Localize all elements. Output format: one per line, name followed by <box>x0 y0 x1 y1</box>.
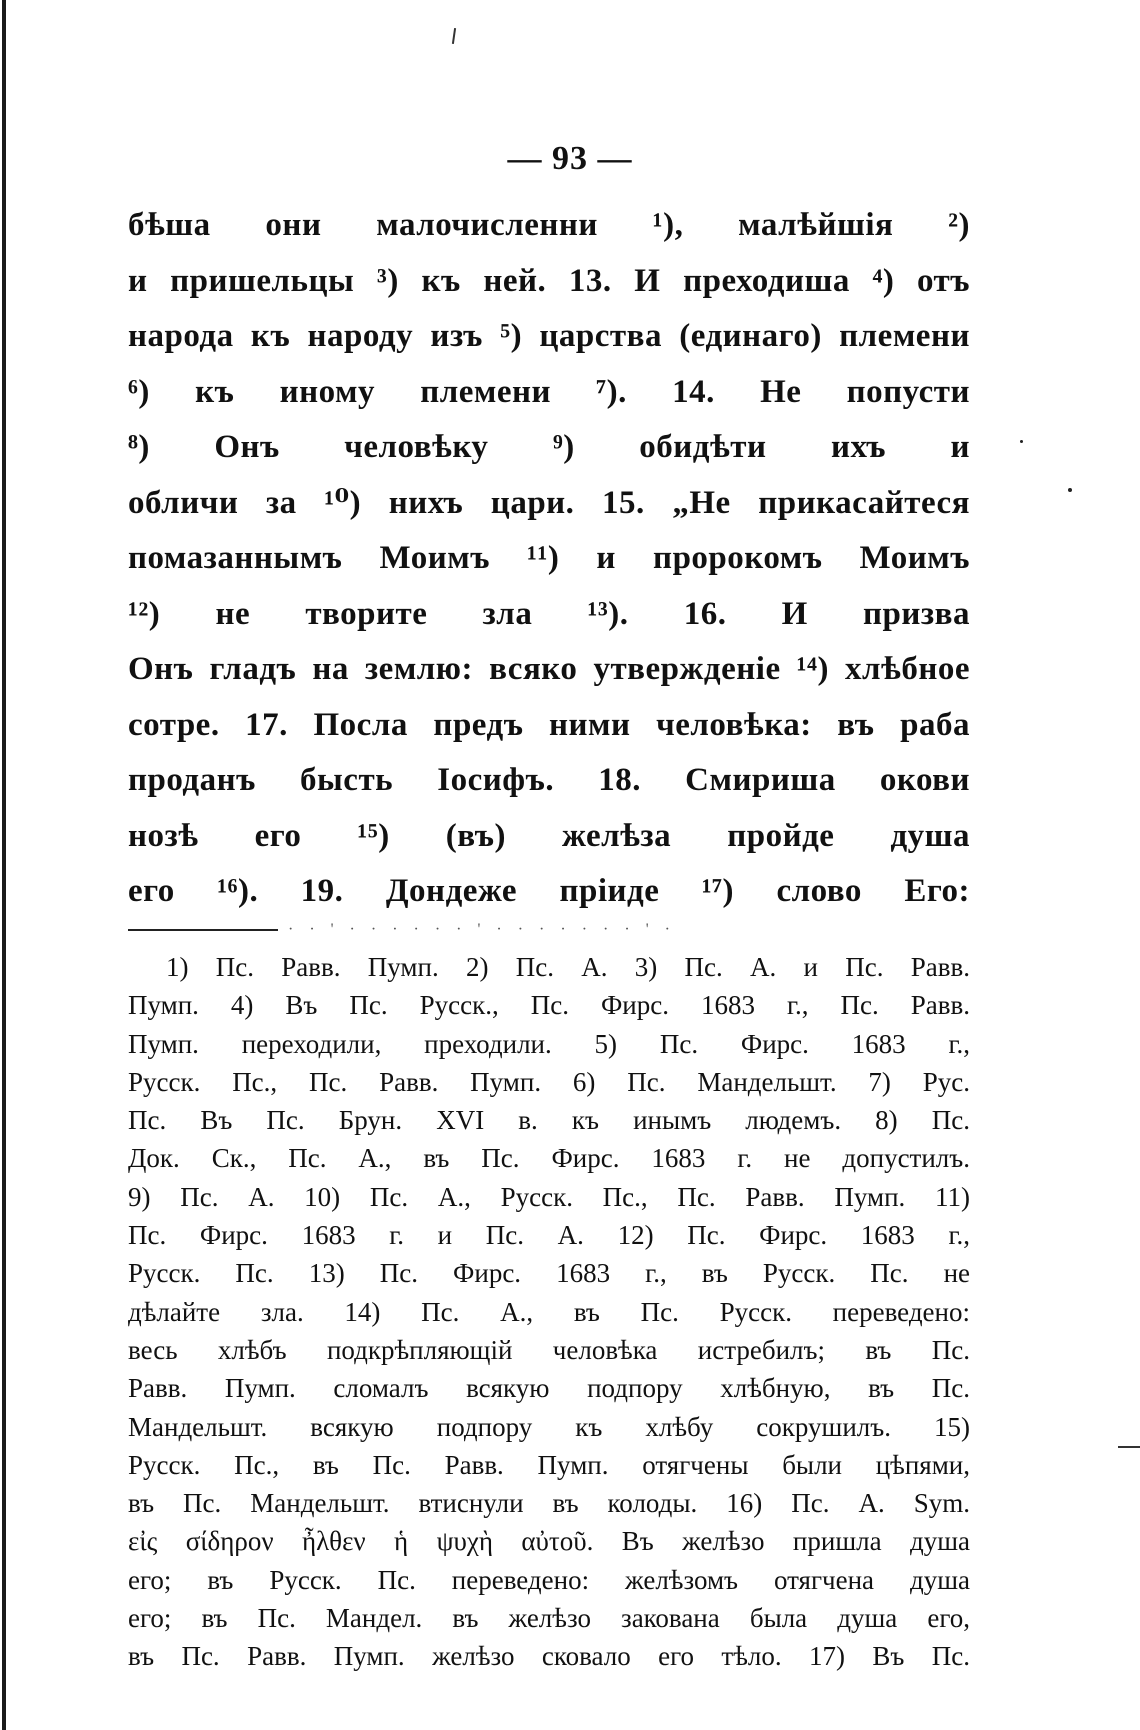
footnote-line: Пс. Фирс. 1683 г. и Пс. А. 12) Пс. Фирс. 1683 г., <box>128 1220 970 1251</box>
separator-rule <box>128 929 278 931</box>
text-line: и пришельцы ³) къ ней. 13. И преходиша ⁴) отъ <box>128 262 970 299</box>
psalm-text-block <box>128 198 970 920</box>
stray-print-mark <box>452 28 456 44</box>
text-line: сотре. 17. Посла предъ ними человѣка: въ раба <box>128 706 970 743</box>
text-line: обличи за ¹⁰) нихъ цари. 15. „Не прикасайтеся <box>128 484 970 521</box>
footnote-line: Пумп. переходили, преходили. 5) Пс. Фирс. 1683 г., <box>128 1028 970 1059</box>
text-line: народа къ народу изъ ⁵) царства (единаго) племени <box>128 318 970 354</box>
footnote-line: Пумп. 4) Въ Пс. Русск., Пс. Фирс. 1683 г., Пс. Равв. <box>128 990 970 1021</box>
footnote-line: 9) Пс. А. 10) Пс. А., Русск. Пс., Пс. Равв. Пумп. 11) <box>128 1181 970 1212</box>
footnote-line: его; въ Русск. Пс. переведено: желѣзомъ отягчена душа <box>128 1564 970 1595</box>
footnote-line: Пс. Въ Пс. Брун. XVI в. къ инымъ людемъ. 8) Пс. <box>128 1105 970 1136</box>
text-line: проданъ бысть Іосифъ. 18. Смириша окови <box>128 762 970 798</box>
ink-speck <box>1020 440 1023 443</box>
footnote-line: Русск. Пс., въ Пс. Равв. Пумп. отягчены были цѣпями, <box>128 1449 970 1480</box>
footnote-line: 1) Пс. Равв. Пумп. 2) Пс. А. 3) Пс. А. и Пс. Равв. <box>166 952 970 982</box>
text-line: бѣша они малочисленни ¹), малѣйшія ²) <box>128 207 970 243</box>
text-line: ⁸) Онъ человѣку ⁹) обидѣти ихъ и <box>128 429 970 465</box>
footnote-line: въ Пс. Равв. Пумп. желѣзо сковало его тѣло. 17) Въ Пс. <box>128 1641 970 1672</box>
text-line: нозѣ его ¹⁵) (въ) желѣза пройде душа <box>128 817 970 854</box>
footnote-line: весь хлѣбъ подкрѣпляющій человѣка истребилъ; въ Пс. <box>128 1334 970 1365</box>
footnote-line: дѣлайте зла. 14) Пс. А., въ Пс. Русск. переведено: <box>128 1296 970 1327</box>
page-number: — 93 — <box>507 140 633 177</box>
footnotes-block <box>128 948 970 1676</box>
text-line: ¹²) не творите зла ¹³). 16. И призва <box>128 595 970 632</box>
text-line: ⁶) къ иному племени ⁷). 14. Не попусти <box>128 373 970 410</box>
footnote-line: εἰς σίδηρον ἦλθεν ἡ ψυχὴ αὐτοῦ. Въ желѣзо пришла душа <box>128 1526 970 1557</box>
ink-speck <box>1068 488 1072 492</box>
footnote-line: Русск. Пс., Пс. Равв. Пумп. 6) Пс. Мандельшт. 7) Рус. <box>128 1066 970 1097</box>
edge-tick-mark <box>1118 1446 1140 1448</box>
footnote-line: Мандельшт. всякую подпору къ хлѣбу сокрушилъ. 15) <box>128 1411 970 1442</box>
text-line: Онъ гладъ на землю: всяко утвержденіе ¹⁴) хлѣбное <box>128 651 970 687</box>
footnote-separator <box>128 921 970 939</box>
footnote-line: Док. Ск., Пс. А., въ Пс. Фирс. 1683 г. не допустилъ. <box>128 1143 970 1174</box>
footnote-line: въ Пс. Мандельшт. втиснули въ колоды. 16) Пс. А. Sym. <box>128 1488 970 1519</box>
text-line: помазаннымъ Моимъ ¹¹) и пророкомъ Моимъ <box>128 540 970 576</box>
footnote-line: Равв. Пумп. сломалъ всякую подпору хлѣбную, въ Пс. <box>128 1373 970 1404</box>
text-line: его ¹⁶). 19. Дондеже пріиде ¹⁷) слово Его: <box>128 873 970 909</box>
footnote-line: его; въ Пс. Мандел. въ желѣзо закована была душа его, <box>128 1603 970 1634</box>
separator-bleed-marks: · · ' · · · · · · ' · · · · · · · ' · <box>288 921 676 938</box>
footnote-line: Русск. Пс. 13) Пс. Фирс. 1683 г., въ Русск. Пс. не <box>128 1258 970 1289</box>
page-edge-line <box>2 0 6 1730</box>
